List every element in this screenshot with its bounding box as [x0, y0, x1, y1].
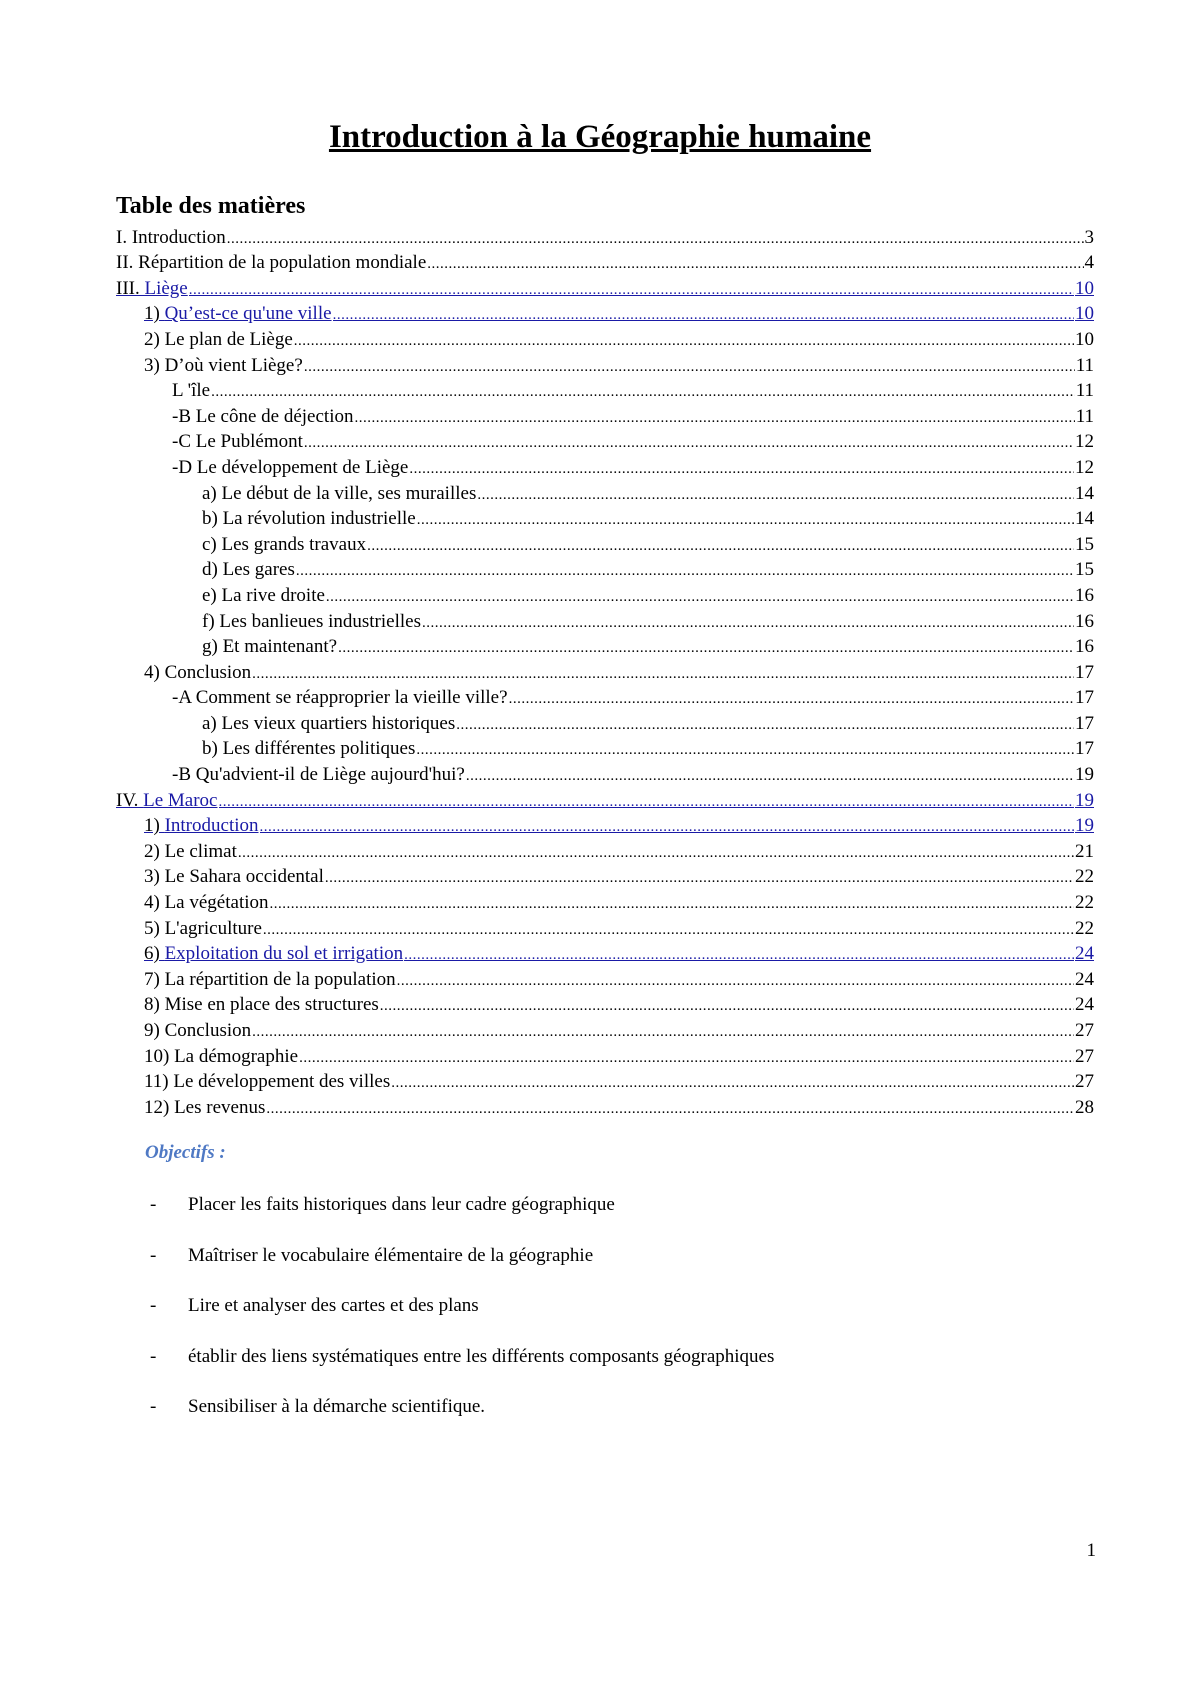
- toc-entry-text: Répartition de la population mondiale: [138, 252, 427, 274]
- toc-dot-leader: [263, 920, 1074, 940]
- toc-entry-label: [144, 328, 293, 351]
- toc-entry-label: [172, 405, 353, 428]
- toc-dot-leader: [477, 485, 1074, 505]
- toc-entry-prefix: 1): [144, 815, 165, 837]
- toc-entry-label: [172, 379, 210, 402]
- toc-dot-leader: [296, 561, 1074, 581]
- toc-dot-leader: [466, 766, 1074, 786]
- toc-entry-link[interactable]: Liège: [144, 277, 188, 299]
- objective-bullet: -: [150, 1244, 157, 1266]
- toc-entry-label: [144, 1045, 298, 1068]
- toc-dot-leader: [299, 1048, 1074, 1068]
- toc-entry: [116, 453, 1094, 479]
- toc-entry-text: 4) Conclusion: [144, 661, 252, 683]
- toc-entry: [116, 760, 1094, 786]
- toc-entry-page: 14: [1075, 482, 1094, 504]
- toc-entry: [116, 249, 1094, 275]
- toc-entry-text: a) Les vieux quartiers historiques: [202, 712, 456, 734]
- toc-entry-label: [202, 558, 295, 581]
- toc-entry-label: [116, 251, 426, 274]
- toc-entry: [116, 709, 1094, 735]
- toc-entry: [116, 223, 1094, 249]
- toc-entry-text: -B Le cône de déjection: [172, 405, 354, 427]
- toc-entry-link[interactable]: Introduction: [164, 815, 259, 837]
- toc-entry-text: 2) Le plan de Liège: [144, 328, 293, 350]
- toc-entry-text: -B Qu'advient-il de Liège aujourd'hui?: [172, 764, 465, 786]
- toc-entry: [116, 351, 1094, 377]
- toc-entry-page[interactable]: 19: [1075, 815, 1094, 837]
- toc-dot-leader: [367, 536, 1074, 556]
- toc-dot-leader: [427, 254, 1083, 274]
- toc-entry: [116, 1016, 1094, 1042]
- toc-entry-page: 28: [1075, 1096, 1094, 1118]
- toc-entry-page: 10: [1075, 328, 1094, 350]
- toc-entry-page: 17: [1075, 712, 1094, 734]
- toc-entry-page: 22: [1075, 866, 1094, 888]
- toc-entry-label: [144, 968, 396, 991]
- toc-dot-leader: [238, 843, 1074, 863]
- toc-entry: [116, 530, 1094, 556]
- toc-entry-page: 27: [1075, 1071, 1094, 1093]
- toc-entry-page: 11: [1075, 380, 1094, 402]
- toc-entry: [116, 325, 1094, 351]
- toc-entry-label: [144, 840, 237, 863]
- toc-entry-page: 16: [1075, 610, 1094, 632]
- toc-entry-label: [144, 891, 269, 914]
- toc-entry-page: 21: [1075, 840, 1094, 862]
- toc-dot-leader: [252, 664, 1074, 684]
- toc-entry: [116, 607, 1094, 633]
- toc-entry-text: 4) La végétation: [144, 892, 269, 914]
- toc-entry-label: [144, 865, 324, 888]
- toc-entry-page: 16: [1075, 636, 1094, 658]
- objective-text: Maîtriser le vocabulaire élémentaire de la géographie: [188, 1244, 594, 1266]
- toc-entry-page: 17: [1075, 661, 1094, 683]
- objective-bullet: -: [150, 1345, 157, 1367]
- objective-item: [150, 1193, 774, 1244]
- toc-entry-label: [144, 942, 403, 965]
- toc-dot-leader: [294, 331, 1074, 351]
- toc-entry-label: [144, 302, 332, 325]
- toc-entry-label: [202, 482, 476, 505]
- objective-item: [150, 1294, 774, 1345]
- toc-heading: Table des matières: [116, 193, 306, 219]
- toc-entry-text: g) Et maintenant?: [202, 636, 338, 658]
- objective-item: [150, 1244, 774, 1295]
- toc-entry: [116, 888, 1094, 914]
- objective-text: Placer les faits historiques dans leur cadre géographique: [188, 1194, 615, 1215]
- toc-entry-page: 17: [1075, 687, 1094, 709]
- toc-entry-label: [144, 814, 259, 837]
- toc-dot-leader: [333, 305, 1074, 325]
- toc-entry-text: 10) La démographie: [144, 1045, 299, 1067]
- objectives-heading: Objectifs :: [145, 1142, 226, 1163]
- toc-entry[interactable]: [116, 812, 1094, 838]
- toc-entry-text: f) Les banlieues industrielles: [202, 610, 421, 632]
- toc-dot-leader: [397, 971, 1074, 991]
- toc-dot-leader: [422, 613, 1074, 633]
- toc-entry-label: [144, 1096, 265, 1119]
- toc-dot-leader: [404, 945, 1074, 965]
- toc-entry-text: e) La rive droite: [202, 584, 325, 606]
- toc-dot-leader: [409, 459, 1074, 479]
- toc-dot-leader: [260, 817, 1074, 837]
- objective-text: Lire et analyser des cartes et des plans: [188, 1295, 479, 1316]
- document-title: Introduction à la Géographie humaine: [328, 119, 872, 155]
- toc-entry-page: 12: [1075, 431, 1094, 453]
- toc-dot-leader: [325, 868, 1074, 888]
- objectives-list: [150, 1193, 774, 1446]
- toc-entry-label: [172, 686, 508, 709]
- toc-dot-leader: [326, 587, 1074, 607]
- toc-entry: [116, 428, 1094, 454]
- toc-entry-label: [202, 737, 415, 760]
- toc-entry-label: [202, 507, 416, 530]
- toc-entry-label: [144, 354, 303, 377]
- objective-text: Sensibiliser à la démarche scientifique.: [188, 1396, 486, 1417]
- toc-entry: [116, 505, 1094, 531]
- toc-entry-page: 4: [1084, 252, 1094, 274]
- toc-entry: [116, 479, 1094, 505]
- toc-dot-leader: [266, 1099, 1074, 1119]
- toc-entry-text: d) Les gares: [202, 559, 295, 581]
- toc-entry-page: 24: [1075, 968, 1094, 990]
- toc-entry-page: 17: [1075, 738, 1094, 760]
- toc-entry-text: 8) Mise en place des structures: [144, 994, 379, 1016]
- toc-dot-leader: [252, 1022, 1074, 1042]
- toc-entry-text: 2) Le climat: [144, 840, 237, 862]
- toc-entry-page[interactable]: 10: [1075, 303, 1094, 325]
- toc-entry: [116, 402, 1094, 428]
- toc-entry-text: 3) D’où vient Liège?: [144, 354, 303, 376]
- objective-bullet: -: [150, 1194, 157, 1215]
- toc-entry[interactable]: [116, 300, 1094, 326]
- toc-entry-page: 22: [1075, 917, 1094, 939]
- toc-entry: [116, 837, 1094, 863]
- toc-entry-label: [144, 993, 379, 1016]
- toc-dot-leader: [380, 996, 1074, 1016]
- toc-entry[interactable]: [116, 786, 1094, 812]
- toc-entry: [116, 633, 1094, 659]
- toc-entry: [116, 556, 1094, 582]
- toc-entry[interactable]: [116, 940, 1094, 966]
- toc-dot-leader: [354, 408, 1074, 428]
- toc-entry: [116, 684, 1094, 710]
- toc-entry-label: [144, 661, 251, 684]
- toc-dot-leader: [189, 280, 1074, 300]
- toc-entry: [116, 581, 1094, 607]
- toc-entry-prefix: III.: [116, 277, 145, 299]
- toc-dot-leader: [338, 638, 1074, 658]
- objective-bullet: -: [150, 1295, 157, 1316]
- toc-entry-prefix: 6): [144, 943, 165, 965]
- toc-entry-page: 11: [1075, 405, 1094, 427]
- toc-entry-page[interactable]: 19: [1075, 789, 1094, 811]
- toc-entry-page: 14: [1075, 508, 1094, 530]
- toc-entry-text: 12) Les revenus: [144, 1096, 266, 1118]
- toc-entry-label: [202, 533, 366, 556]
- objective-text: établir des liens systématiques entre les différents composants géographiques: [188, 1345, 775, 1367]
- toc-entry-page: 19: [1075, 764, 1094, 786]
- objective-bullet: -: [150, 1396, 157, 1417]
- toc-entry-text: 3) Le Sahara occidental: [144, 866, 324, 888]
- toc-dot-leader: [391, 1073, 1074, 1093]
- toc-entry-text: Introduction: [131, 226, 226, 248]
- objective-item: [150, 1345, 774, 1396]
- toc-entry-text: L 'île: [172, 380, 211, 402]
- toc-entry: [116, 1068, 1094, 1094]
- toc-entry-label: [116, 226, 226, 249]
- toc-entry-label: [172, 456, 408, 479]
- toc-entry-text: 9) Conclusion: [144, 1020, 252, 1041]
- toc-entry-page: 27: [1075, 1045, 1094, 1067]
- toc-entry-label: [116, 277, 188, 300]
- toc-dot-leader: [304, 357, 1075, 377]
- toc-entry-link[interactable]: Exploitation du sol et irrigation: [164, 943, 404, 965]
- toc-entry-prefix: I.: [116, 226, 132, 248]
- toc-entry-page: 15: [1075, 533, 1094, 555]
- toc-entry-page: 22: [1075, 892, 1094, 914]
- toc-entry-prefix: 1): [144, 303, 165, 325]
- toc-entry-label: [202, 635, 337, 658]
- toc-entry-text: 5) L'agriculture: [144, 917, 262, 939]
- toc-entry-page: 3: [1084, 226, 1094, 248]
- toc-entry-link[interactable]: Le Maroc: [143, 789, 218, 811]
- toc-entry-label: [116, 789, 218, 812]
- toc-entry-page: 11: [1075, 354, 1094, 376]
- toc-dot-leader: [416, 740, 1074, 760]
- toc-dot-leader: [211, 382, 1075, 402]
- toc-dot-leader: [219, 792, 1075, 812]
- toc-entry[interactable]: [116, 274, 1094, 300]
- toc-entry-label: [202, 610, 421, 633]
- toc-entry-label: [202, 712, 455, 735]
- toc-entry-link[interactable]: Qu’est-ce qu'une ville: [164, 303, 332, 325]
- toc-dot-leader: [227, 229, 1084, 249]
- toc-entry-label: [202, 584, 325, 607]
- toc-entry-page[interactable]: 24: [1075, 943, 1094, 965]
- toc-entry-label: [172, 430, 303, 453]
- toc-dot-leader: [509, 689, 1074, 709]
- toc-entry-label: [144, 1070, 390, 1093]
- toc-entry-text: b) La révolution industrielle: [202, 508, 416, 530]
- toc-entry: [116, 658, 1094, 684]
- toc-entry-prefix: IV.: [116, 789, 144, 811]
- toc-entry-text: 7) La répartition de la population: [144, 968, 396, 990]
- toc-dot-leader: [456, 715, 1074, 735]
- toc-entry-text: -D Le développement de Liège: [172, 456, 409, 478]
- toc-entry: [116, 914, 1094, 940]
- toc-entry-text: -A Comment se réapproprier la vieille ville?: [172, 687, 508, 709]
- toc-entry: [116, 1042, 1094, 1068]
- toc-entry: [116, 863, 1094, 889]
- toc-entry: [116, 965, 1094, 991]
- toc-entry-text: c) Les grands travaux: [202, 533, 367, 555]
- toc-entry-text: b) Les différentes politiques: [202, 738, 416, 760]
- page-number: 1: [1086, 1540, 1096, 1561]
- toc-entry-text: a) Le début de la ville, ses murailles: [202, 482, 477, 504]
- toc-entry-page: 12: [1075, 456, 1094, 478]
- toc-entry-label: [172, 763, 465, 786]
- toc-entry-label: [144, 917, 262, 940]
- toc-entry: [116, 991, 1094, 1017]
- objective-item: [150, 1395, 774, 1446]
- toc-entry: [116, 377, 1094, 403]
- toc-entry-label: [144, 1019, 251, 1042]
- table-of-contents: [116, 223, 1094, 1119]
- toc-entry-text: 11) Le développement des villes: [144, 1071, 391, 1093]
- toc-dot-leader: [417, 510, 1074, 530]
- toc-entry-page: 16: [1075, 584, 1094, 606]
- toc-entry: [116, 1093, 1094, 1119]
- toc-entry: [116, 735, 1094, 761]
- toc-entry-page: 27: [1075, 1020, 1094, 1041]
- toc-entry-page[interactable]: 10: [1075, 277, 1094, 299]
- toc-entry-page: 24: [1075, 994, 1094, 1016]
- toc-entry-prefix: II.: [116, 252, 139, 274]
- toc-entry-page: 15: [1075, 559, 1094, 581]
- toc-entry-text: -C Le Publémont: [172, 431, 303, 453]
- toc-dot-leader: [304, 433, 1074, 453]
- toc-dot-leader: [270, 894, 1074, 914]
